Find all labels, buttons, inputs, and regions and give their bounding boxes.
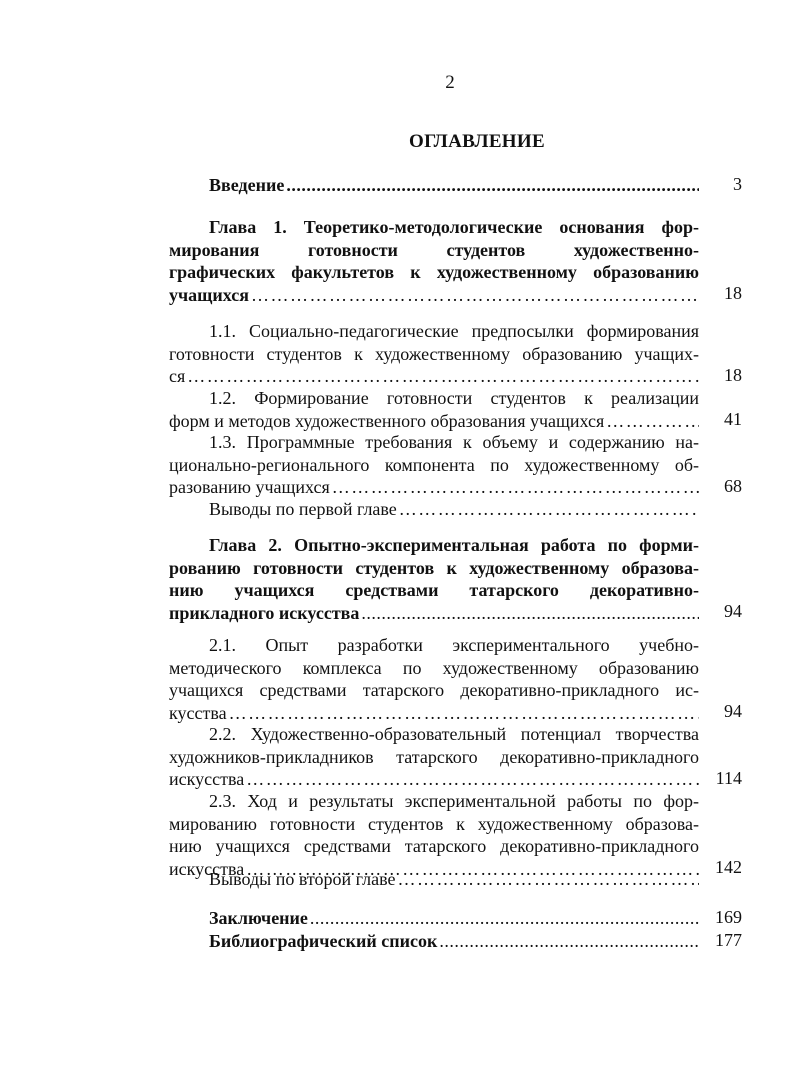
entry-line: нию учащихся средствами татарского декоративно-прикладного — [169, 836, 699, 856]
leader-dots — [246, 768, 699, 791]
entry-page-number: 18 — [724, 283, 742, 303]
toc-title: ОГЛАВЛЕНИЕ — [409, 131, 545, 152]
entry-page-number: 114 — [715, 768, 742, 788]
entry-page-number: 68 — [724, 476, 742, 496]
leader-dots — [606, 410, 699, 433]
entry-line: прикладного искусства — [169, 602, 360, 623]
entry-line: кусства — [169, 702, 227, 723]
entry-line: разованию учащихся — [169, 477, 330, 497]
entry-page-number: 142 — [715, 857, 742, 877]
entry-line: мированию готовности студентов к художественному образова- — [169, 813, 699, 834]
entry-line: 2.1. Опыт разработки экспериментального учебно- — [209, 635, 699, 655]
entry-line: искусства — [169, 858, 245, 879]
entry-line: учащихся средствами татарского декоративно-прикладного ис- — [169, 680, 699, 700]
entry-line: методического комплекса по художественному образованию — [169, 657, 699, 678]
entry-page-number: 94 — [724, 701, 742, 721]
toc-entry-section-2-3 — [169, 790, 699, 880]
entry-line: 2.2. Художественно-образовательный потенциал творчества — [209, 724, 699, 744]
leader-dots — [310, 907, 699, 930]
entry-line: учащихся — [169, 284, 249, 305]
toc-entry-section-1-3 — [169, 431, 699, 499]
entry-line: Выводы по первой главе — [209, 499, 397, 519]
entry-page-number: 169 — [715, 907, 742, 927]
leader-dots — [439, 930, 699, 953]
entry-line: нию учащихся средствами татарского декоративно- — [169, 580, 699, 600]
toc-entry-section-1-2 — [169, 387, 699, 432]
leader-dots — [187, 365, 699, 388]
entry-title: Введение — [209, 175, 285, 195]
entry-line: Глава 2. Опытно-экспериментальная работа по форми- — [209, 535, 699, 555]
entry-page-number: 177 — [715, 930, 742, 950]
entry-line: 2.3. Ход и результаты экспериментальной работы по фор- — [209, 791, 699, 811]
entry-line: Выводы по второй главе — [209, 869, 396, 889]
entry-title: Заключение — [209, 908, 308, 928]
entry-line: искусства — [169, 769, 245, 789]
entry-line: мирования готовности студентов художественно- — [169, 239, 699, 260]
entry-line: рованию готовности студентов к художественному образова- — [169, 557, 699, 578]
entry-line: форм и методов художественного образования учащихся — [169, 410, 605, 431]
toc-entry-section-2-2 — [169, 723, 699, 791]
leader-dots — [229, 702, 699, 725]
page-number: 2 — [445, 72, 455, 93]
entry-line: 1.2. Формирование готовности студентов к реализации — [209, 388, 699, 408]
entry-line: готовности студентов к художественному образованию учащих- — [169, 343, 699, 364]
entry-line: 1.3. Программные требования к объему и содержанию на- — [209, 432, 699, 452]
entry-title: Библиографический список — [209, 931, 438, 951]
entry-line: Глава 1. Теоретико-методологические основания фор- — [209, 217, 699, 237]
entry-line: ционально-регионального компонента по художественному об- — [169, 454, 699, 475]
leader-dots — [332, 476, 699, 499]
entry-page-number: 94 — [724, 601, 742, 621]
toc-entry-chapter-1 — [169, 216, 699, 306]
toc-entry-conclusions-2 — [169, 868, 699, 891]
entry-line: 1.1. Социально-педагогические предпосылки формирования — [209, 321, 699, 341]
toc-entry-section-1-1 — [169, 320, 699, 388]
toc-entry-conclusions-1 — [169, 498, 699, 521]
entry-line: графических факультетов к художественному образованию — [169, 262, 699, 282]
entry-page-number: 3 — [733, 174, 742, 194]
entry-page-number: 18 — [724, 365, 742, 385]
toc-entry-conclusion — [169, 907, 699, 930]
toc-entry-section-2-1 — [169, 634, 699, 724]
toc-entry-bibliography — [169, 930, 699, 953]
leader-dots — [399, 498, 699, 521]
entry-line: художников-прикладников татарского декоративно-прикладного — [169, 746, 699, 767]
entry-page-number: 41 — [724, 409, 742, 429]
entry-line: ся — [169, 366, 186, 386]
leader-dots — [361, 602, 699, 625]
leader-dots — [251, 284, 699, 307]
leader-dots — [286, 174, 699, 197]
toc-entry-chapter-2 — [169, 534, 699, 624]
leader-dots — [397, 868, 699, 891]
toc-entry-introduction — [169, 174, 699, 197]
